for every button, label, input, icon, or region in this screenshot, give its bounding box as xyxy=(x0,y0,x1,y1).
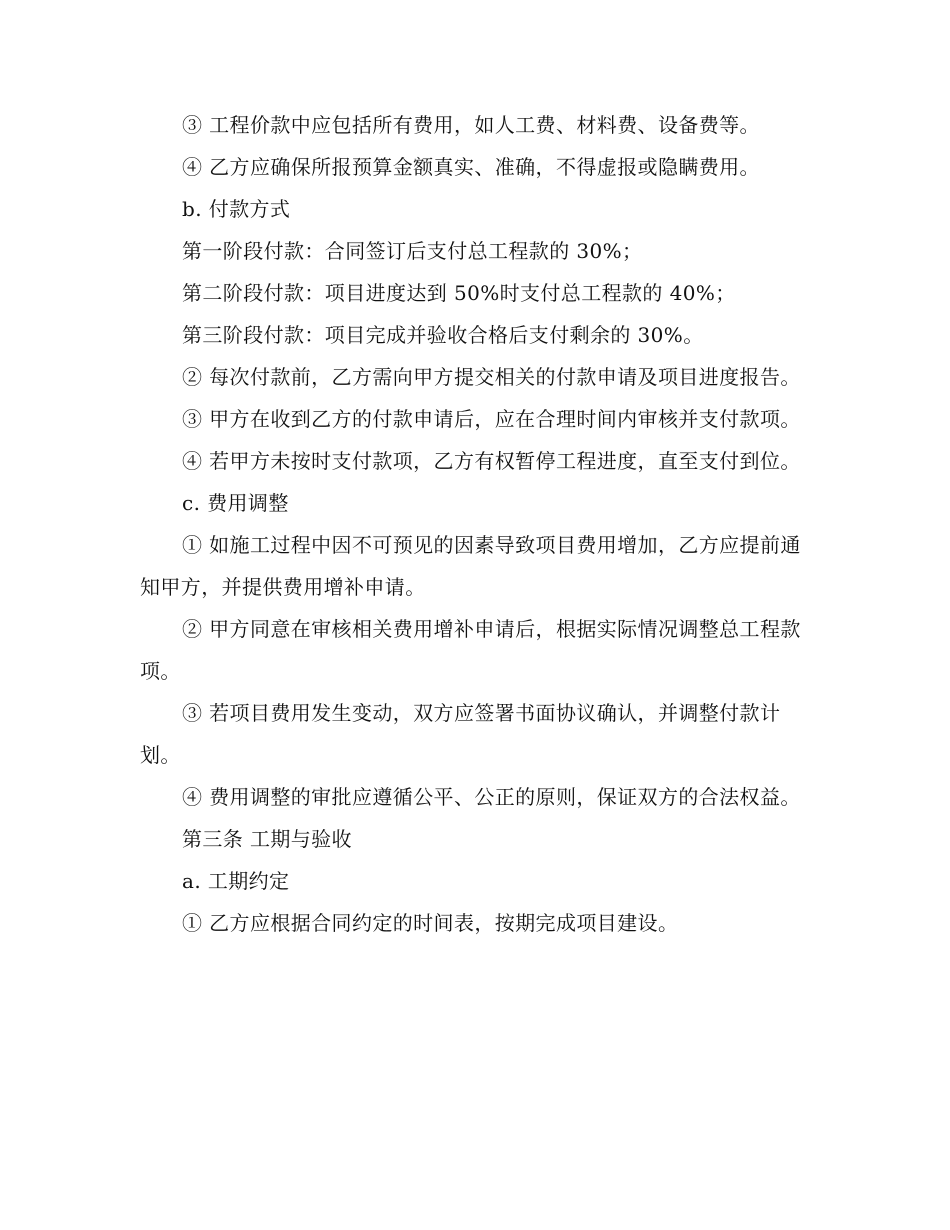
clause-item-3-inclusive-costs: ③ 工程价款中应包括所有费用，如人工费、材料费、设备费等。 xyxy=(182,113,760,137)
section-heading-b-payment-method: b. 付款方式 xyxy=(182,197,291,221)
document-body xyxy=(140,104,810,944)
payment-stage-1: 第一阶段付款：合同签订后支付总工程款的 30%； xyxy=(182,239,643,263)
clause-item-4-late-payment: ④ 若甲方未按时支付款项，乙方有权暂停工程进度，直至支付到位。 xyxy=(182,449,801,473)
clause-item-2-payment-request: ② 每次付款前，乙方需向甲方提交相关的付款申请及项目进度报告。 xyxy=(182,365,801,389)
clause-item-4-budget-accuracy: ④ 乙方应确保所报预算金额真实、准确，不得虚报或隐瞒费用。 xyxy=(182,155,760,179)
payment-stage-2: 第二阶段付款：项目进度达到 50%时支付总工程款的 40%； xyxy=(182,281,736,305)
clause-item-1-complete-on-time: ① 乙方应根据合同约定的时间表，按期完成项目建设。 xyxy=(182,911,679,935)
payment-stage-3: 第三阶段付款：项目完成并验收合格后支付剩余的 30%。 xyxy=(182,323,704,347)
clause-item-2-adjust-total: ② 甲方同意在审核相关费用增补申请后，根据实际情况调整总工程款项。 xyxy=(140,617,801,683)
clause-item-1-unforeseen-costs: ① 如施工过程中因不可预见的因素导致项目费用增加，乙方应提前通知甲方，并提供费用增补申请。 xyxy=(140,533,801,599)
clause-item-3-review-and-pay: ③ 甲方在收到乙方的付款申请后，应在合理时间内审核并支付款项。 xyxy=(182,407,801,431)
section-heading-c-cost-adjustment: c. 费用调整 xyxy=(182,491,289,515)
clause-item-3-written-agreement: ③ 若项目费用发生变动，双方应签署书面协议确认，并调整付款计划。 xyxy=(140,701,781,767)
clause-item-4-fair-approval: ④ 费用调整的审批应遵循公平、公正的原则，保证双方的合法权益。 xyxy=(182,785,801,809)
article-heading-3-schedule-acceptance: 第三条 工期与验收 xyxy=(182,827,352,851)
section-heading-a-schedule: a. 工期约定 xyxy=(182,869,290,893)
